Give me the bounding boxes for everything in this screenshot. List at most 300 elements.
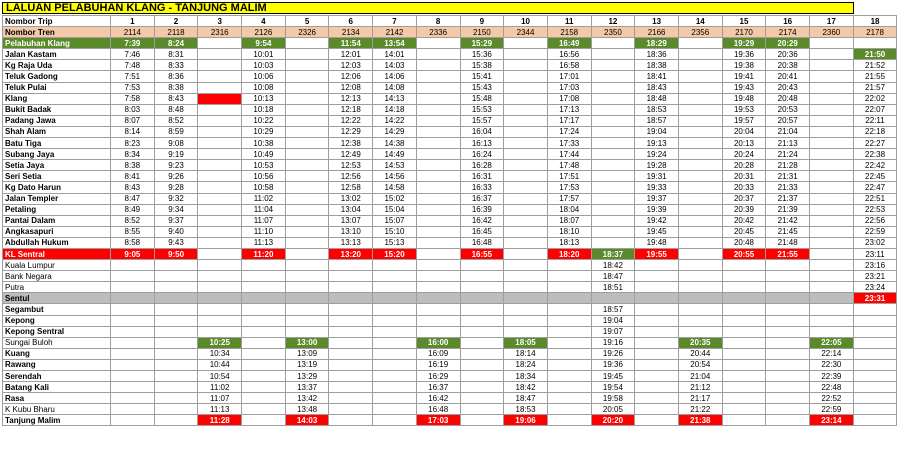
time-cell	[198, 271, 242, 282]
time-cell	[154, 337, 198, 348]
time-cell	[635, 304, 679, 315]
time-cell	[373, 382, 417, 393]
time-cell: 20:29	[766, 38, 810, 49]
time-cell	[810, 126, 854, 137]
time-cell	[591, 237, 635, 248]
time-cell: 15:10	[373, 226, 417, 237]
time-cell	[373, 415, 417, 426]
time-cell	[198, 226, 242, 237]
time-cell	[242, 393, 286, 404]
time-cell: 19:24	[635, 149, 679, 160]
trip-number-cell: 7	[373, 16, 417, 27]
time-cell	[198, 115, 242, 126]
time-cell	[416, 271, 460, 282]
trip-number-cell: 11	[547, 16, 591, 27]
time-cell: 14:58	[373, 182, 417, 193]
station-name: Shah Alam	[3, 126, 111, 137]
trip-number-cell: 2	[154, 16, 198, 27]
trip-number-cell: 1	[111, 16, 155, 27]
trip-number-cell: 6	[329, 16, 373, 27]
time-cell	[416, 115, 460, 126]
time-cell	[853, 415, 897, 426]
time-cell	[810, 304, 854, 315]
time-cell: 11:07	[198, 393, 242, 404]
station-row	[3, 160, 897, 171]
time-cell: 15:04	[373, 204, 417, 215]
time-cell: 15:48	[460, 93, 504, 104]
time-cell	[591, 71, 635, 82]
time-cell	[810, 215, 854, 226]
time-cell: 12:03	[329, 60, 373, 71]
station-name: Subang Jaya	[3, 149, 111, 160]
time-cell	[635, 293, 679, 304]
time-cell: 8:31	[154, 49, 198, 60]
time-cell	[504, 93, 548, 104]
time-cell	[154, 271, 198, 282]
time-cell: 16:45	[460, 226, 504, 237]
time-cell: 13:02	[329, 193, 373, 204]
time-cell: 19:28	[635, 160, 679, 171]
time-cell	[329, 304, 373, 315]
time-cell: 16:49	[547, 38, 591, 49]
time-cell	[111, 393, 155, 404]
station-name: Jalan Kastam	[3, 49, 111, 60]
station-name: Rawang	[3, 359, 111, 370]
time-cell: 12:29	[329, 126, 373, 137]
time-cell: 22:45	[853, 171, 897, 182]
time-cell	[416, 248, 460, 259]
time-cell: 18:42	[591, 260, 635, 271]
time-cell	[460, 382, 504, 393]
time-cell: 10:18	[242, 104, 286, 115]
time-cell	[853, 304, 897, 315]
time-cell: 19:57	[722, 115, 766, 126]
time-cell	[547, 415, 591, 426]
time-cell	[285, 93, 329, 104]
time-cell	[504, 215, 548, 226]
time-cell: 19:37	[635, 193, 679, 204]
time-cell	[504, 260, 548, 271]
station-name: Bukit Badak	[3, 104, 111, 115]
time-cell: 19:53	[722, 104, 766, 115]
train-number-cell: 2350	[591, 27, 635, 38]
time-cell: 23:02	[853, 237, 897, 248]
time-cell: 23:21	[853, 271, 897, 282]
time-cell	[853, 38, 897, 49]
time-cell	[373, 304, 417, 315]
time-cell: 19:36	[722, 49, 766, 60]
time-cell: 10:25	[198, 337, 242, 348]
time-cell	[285, 104, 329, 115]
station-row	[3, 359, 897, 370]
time-cell: 11:54	[329, 38, 373, 49]
station-row	[3, 226, 897, 237]
time-cell: 12:01	[329, 49, 373, 60]
time-cell	[285, 126, 329, 137]
time-cell	[504, 226, 548, 237]
time-cell	[111, 415, 155, 426]
time-cell: 18:36	[635, 49, 679, 60]
time-cell: 8:43	[111, 182, 155, 193]
time-cell	[635, 315, 679, 326]
station-row	[3, 404, 897, 415]
time-cell: 12:38	[329, 138, 373, 149]
time-cell: 18:57	[635, 115, 679, 126]
time-cell	[329, 371, 373, 382]
time-cell: 20:24	[722, 149, 766, 160]
time-cell: 15:36	[460, 49, 504, 60]
time-cell: 16:48	[416, 404, 460, 415]
time-cell: 13:20	[329, 248, 373, 259]
time-cell: 8:36	[154, 71, 198, 82]
time-cell	[285, 226, 329, 237]
time-cell	[198, 126, 242, 137]
time-cell: 13:13	[329, 237, 373, 248]
time-cell	[504, 149, 548, 160]
train-number-cell: 2360	[810, 27, 854, 38]
time-cell: 13:04	[329, 204, 373, 215]
time-cell	[810, 60, 854, 71]
time-cell	[853, 404, 897, 415]
time-cell	[635, 326, 679, 337]
time-cell	[810, 160, 854, 171]
time-cell	[285, 115, 329, 126]
time-cell: 18:13	[547, 237, 591, 248]
time-cell: 8:52	[111, 215, 155, 226]
time-cell	[154, 348, 198, 359]
time-cell: 19:42	[635, 215, 679, 226]
time-cell	[242, 293, 286, 304]
time-cell	[285, 304, 329, 315]
time-cell: 8:58	[111, 237, 155, 248]
time-cell: 8:24	[154, 38, 198, 49]
time-cell	[285, 38, 329, 49]
time-cell	[678, 226, 722, 237]
time-cell: 20:05	[591, 404, 635, 415]
time-cell: 23:16	[853, 260, 897, 271]
time-cell: 21:22	[678, 404, 722, 415]
station-name: Angkasapuri	[3, 226, 111, 237]
time-cell	[678, 126, 722, 137]
time-cell: 9:54	[242, 38, 286, 49]
station-name: Kuala Lumpur	[3, 260, 111, 271]
time-cell	[285, 193, 329, 204]
time-cell: 22:11	[853, 115, 897, 126]
time-cell: 9:37	[154, 215, 198, 226]
time-cell: 18:04	[547, 204, 591, 215]
time-cell: 12:08	[329, 82, 373, 93]
time-cell	[416, 204, 460, 215]
time-cell	[810, 82, 854, 93]
time-cell	[242, 326, 286, 337]
station-row	[3, 304, 897, 315]
station-name: Padang Jawa	[3, 115, 111, 126]
time-cell: 16:29	[416, 371, 460, 382]
time-cell	[853, 393, 897, 404]
time-cell: 19:06	[504, 415, 548, 426]
time-cell	[547, 282, 591, 293]
time-cell: 8:43	[154, 93, 198, 104]
time-cell	[154, 304, 198, 315]
station-row	[3, 260, 897, 271]
time-cell	[504, 326, 548, 337]
time-cell: 19:07	[591, 326, 635, 337]
train-number-cell: 2174	[766, 27, 810, 38]
time-cell	[853, 315, 897, 326]
time-cell	[242, 304, 286, 315]
time-cell	[635, 337, 679, 348]
time-cell	[547, 348, 591, 359]
time-cell: 14:49	[373, 149, 417, 160]
time-cell: 10:13	[242, 93, 286, 104]
time-cell	[111, 337, 155, 348]
station-name: Kepong Sentral	[3, 326, 111, 337]
time-cell	[285, 293, 329, 304]
time-cell	[198, 293, 242, 304]
time-cell: 23:24	[853, 282, 897, 293]
time-cell	[722, 359, 766, 370]
time-cell	[853, 371, 897, 382]
time-cell	[373, 348, 417, 359]
time-cell	[591, 182, 635, 193]
time-cell: 17:53	[547, 182, 591, 193]
time-cell	[416, 282, 460, 293]
time-cell	[635, 371, 679, 382]
time-cell	[373, 271, 417, 282]
time-cell: 21:50	[853, 49, 897, 60]
time-cell: 20:44	[678, 348, 722, 359]
time-cell: 9:50	[154, 248, 198, 259]
time-cell: 15:29	[460, 38, 504, 49]
time-cell: 18:42	[504, 382, 548, 393]
time-cell	[547, 337, 591, 348]
time-cell	[198, 82, 242, 93]
station-row	[3, 271, 897, 282]
time-cell	[373, 282, 417, 293]
time-cell	[547, 404, 591, 415]
time-cell: 14:03	[373, 60, 417, 71]
time-cell: 13:10	[329, 226, 373, 237]
time-cell: 22:05	[810, 337, 854, 348]
time-cell	[111, 271, 155, 282]
time-cell: 8:48	[154, 104, 198, 115]
time-cell	[810, 149, 854, 160]
time-cell	[154, 293, 198, 304]
trip-number-label: Nombor Trip	[3, 16, 111, 27]
train-number-cell: 2126	[242, 27, 286, 38]
time-cell	[635, 382, 679, 393]
time-cell: 8:49	[111, 204, 155, 215]
train-number-cell: 2166	[635, 27, 679, 38]
time-cell	[242, 348, 286, 359]
train-number-cell: 2158	[547, 27, 591, 38]
time-cell	[766, 371, 810, 382]
time-cell: 11:20	[242, 248, 286, 259]
time-cell: 10:06	[242, 71, 286, 82]
station-name: Seri Setia	[3, 171, 111, 182]
time-cell	[198, 60, 242, 71]
time-cell: 18:24	[504, 359, 548, 370]
time-cell: 14:29	[373, 126, 417, 137]
time-cell: 12:18	[329, 104, 373, 115]
station-name: Batu Tiga	[3, 138, 111, 149]
time-cell	[678, 115, 722, 126]
time-cell	[154, 282, 198, 293]
time-cell	[766, 315, 810, 326]
time-cell: 11:04	[242, 204, 286, 215]
time-cell: 12:22	[329, 115, 373, 126]
time-cell: 9:34	[154, 204, 198, 215]
time-cell	[460, 359, 504, 370]
time-cell: 14:38	[373, 138, 417, 149]
time-cell	[810, 138, 854, 149]
trip-number-cell: 4	[242, 16, 286, 27]
trip-number-cell: 13	[635, 16, 679, 27]
time-cell	[722, 260, 766, 271]
time-cell	[722, 348, 766, 359]
time-cell	[329, 382, 373, 393]
station-row	[3, 104, 897, 115]
time-cell: 20:41	[766, 71, 810, 82]
time-cell	[416, 237, 460, 248]
time-cell	[198, 237, 242, 248]
train-number-cell: 2356	[678, 27, 722, 38]
time-cell	[111, 315, 155, 326]
time-cell	[504, 271, 548, 282]
station-row	[3, 237, 897, 248]
time-cell	[678, 204, 722, 215]
time-cell: 8:14	[111, 126, 155, 137]
time-cell	[678, 82, 722, 93]
time-cell: 19:45	[635, 226, 679, 237]
time-cell: 14:06	[373, 71, 417, 82]
time-cell: 14:01	[373, 49, 417, 60]
time-cell: 20:36	[766, 49, 810, 60]
time-cell	[198, 138, 242, 149]
time-cell: 21:37	[766, 193, 810, 204]
time-cell	[591, 126, 635, 137]
time-cell: 20:54	[678, 359, 722, 370]
time-cell	[722, 337, 766, 348]
time-cell	[722, 415, 766, 426]
time-cell: 22:39	[810, 371, 854, 382]
time-cell	[285, 138, 329, 149]
station-name: Sungai Buloh	[3, 337, 111, 348]
time-cell	[373, 393, 417, 404]
time-cell	[722, 382, 766, 393]
time-cell: 21:24	[766, 149, 810, 160]
time-cell: 15:02	[373, 193, 417, 204]
time-cell: 17:17	[547, 115, 591, 126]
train-number-row	[3, 27, 897, 38]
time-cell: 18:10	[547, 226, 591, 237]
time-cell	[810, 293, 854, 304]
time-cell: 20:45	[722, 226, 766, 237]
time-cell	[678, 260, 722, 271]
time-cell: 13:00	[285, 337, 329, 348]
time-cell: 14:08	[373, 82, 417, 93]
station-row	[3, 60, 897, 71]
time-cell	[329, 271, 373, 282]
time-cell	[460, 348, 504, 359]
time-cell	[678, 282, 722, 293]
time-cell: 20:57	[766, 115, 810, 126]
time-cell	[111, 304, 155, 315]
time-cell: 11:13	[242, 237, 286, 248]
time-cell: 8:33	[154, 60, 198, 71]
time-cell	[810, 38, 854, 49]
time-cell	[329, 293, 373, 304]
time-cell: 11:07	[242, 215, 286, 226]
time-cell: 19:41	[722, 71, 766, 82]
time-cell	[154, 315, 198, 326]
time-cell	[504, 248, 548, 259]
time-cell	[198, 193, 242, 204]
time-cell: 16:00	[416, 337, 460, 348]
time-cell: 20:13	[722, 138, 766, 149]
time-cell: 8:07	[111, 115, 155, 126]
time-cell: 9:43	[154, 237, 198, 248]
time-cell	[504, 282, 548, 293]
time-cell: 16:31	[460, 171, 504, 182]
time-cell	[547, 393, 591, 404]
time-cell: 17:48	[547, 160, 591, 171]
time-cell	[373, 371, 417, 382]
train-number-cell: 2178	[853, 27, 897, 38]
time-cell	[635, 404, 679, 415]
time-cell: 10:58	[242, 182, 286, 193]
time-cell: 12:56	[329, 171, 373, 182]
station-name: Abdullah Hukum	[3, 237, 111, 248]
time-cell	[678, 237, 722, 248]
time-cell: 14:13	[373, 93, 417, 104]
time-cell	[591, 49, 635, 60]
time-cell	[678, 38, 722, 49]
time-cell	[416, 260, 460, 271]
time-cell	[853, 359, 897, 370]
time-cell: 19:48	[635, 237, 679, 248]
station-name: Kepong	[3, 315, 111, 326]
time-cell	[416, 60, 460, 71]
time-cell	[242, 315, 286, 326]
time-cell: 13:42	[285, 393, 329, 404]
time-cell: 12:49	[329, 149, 373, 160]
time-cell: 14:18	[373, 104, 417, 115]
train-number-cell: 2326	[285, 27, 329, 38]
time-cell	[766, 304, 810, 315]
time-cell: 22:48	[810, 382, 854, 393]
time-cell	[111, 293, 155, 304]
time-cell	[678, 71, 722, 82]
station-row	[3, 415, 897, 426]
time-cell	[504, 204, 548, 215]
train-number-cell: 2142	[373, 27, 417, 38]
time-cell: 13:09	[285, 348, 329, 359]
time-cell: 19:29	[722, 38, 766, 49]
time-cell	[198, 149, 242, 160]
time-cell	[111, 260, 155, 271]
time-cell	[416, 182, 460, 193]
time-cell	[810, 237, 854, 248]
time-cell	[722, 315, 766, 326]
time-cell: 19:38	[722, 60, 766, 71]
time-cell	[198, 71, 242, 82]
time-cell: 20:55	[722, 248, 766, 259]
time-cell	[504, 71, 548, 82]
time-cell	[329, 359, 373, 370]
time-cell: 17:51	[547, 171, 591, 182]
time-cell: 9:28	[154, 182, 198, 193]
